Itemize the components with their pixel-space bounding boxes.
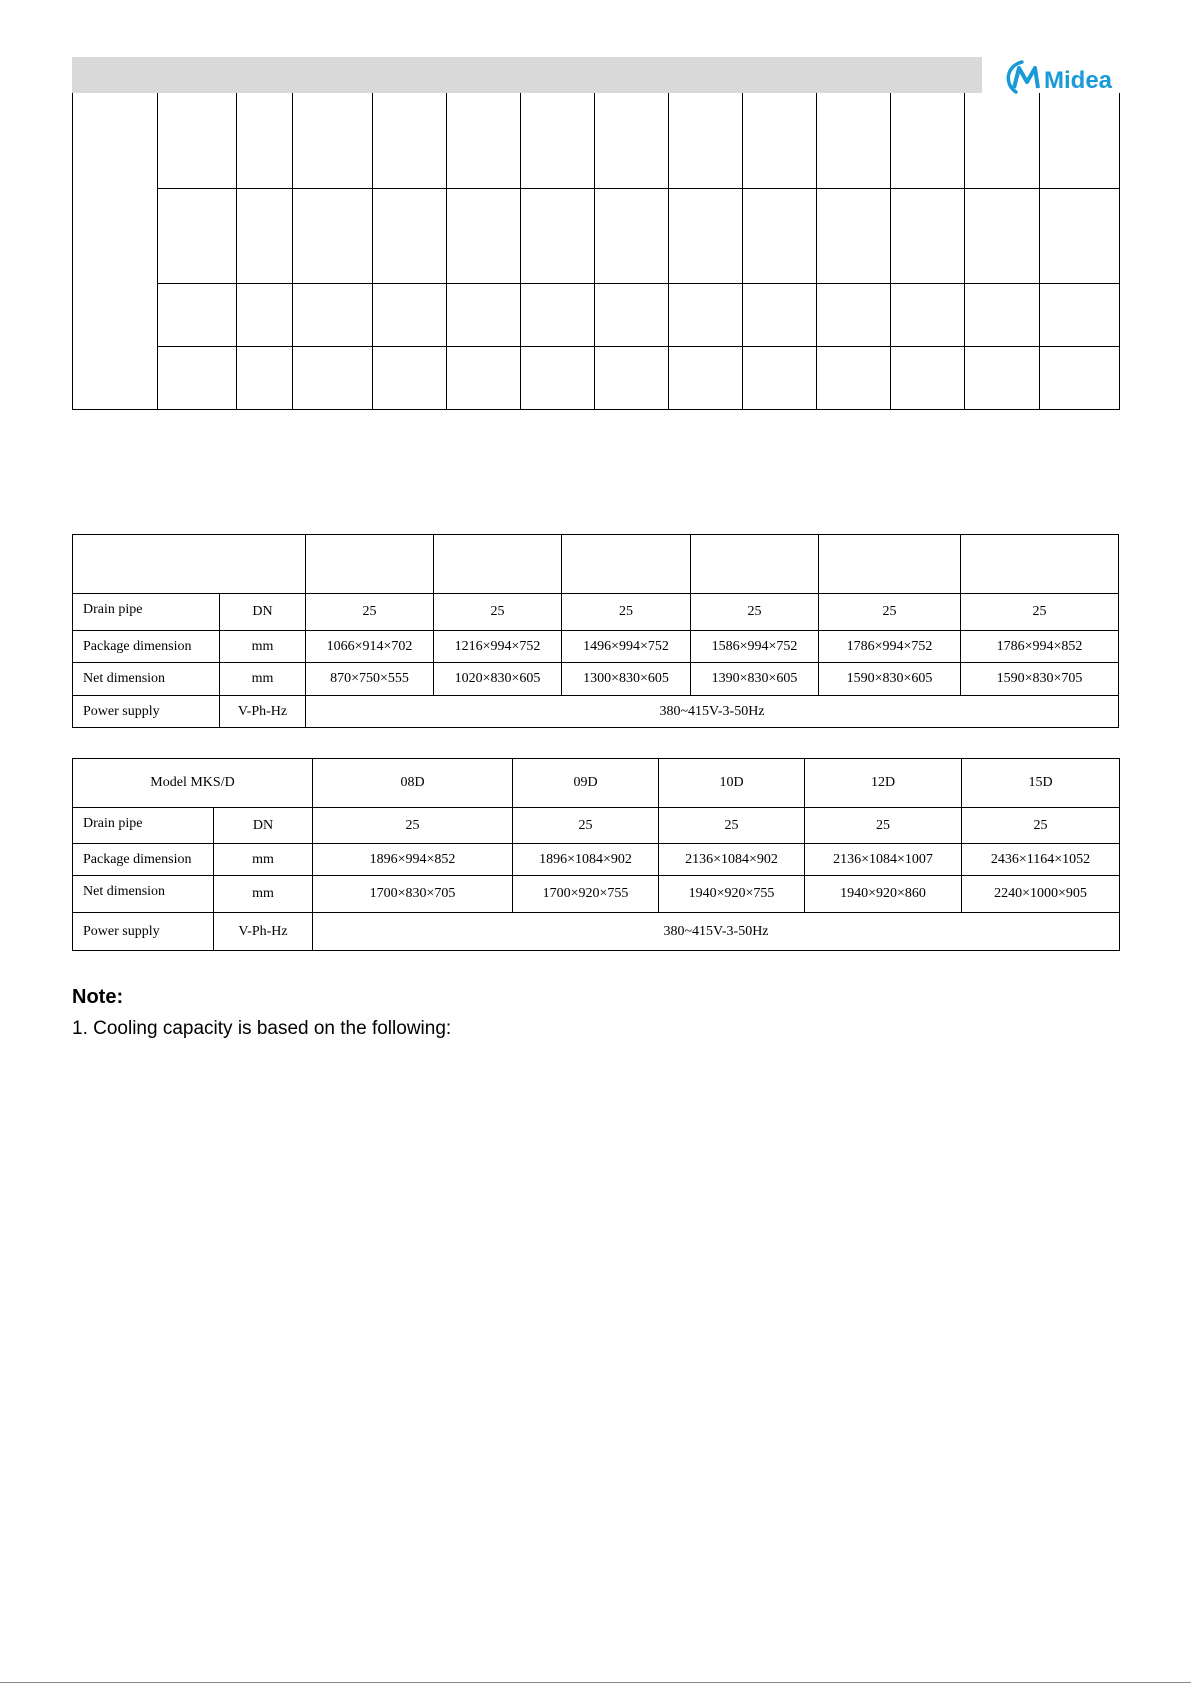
- row-unit: DN: [220, 594, 306, 631]
- model-header: 12D: [805, 759, 962, 808]
- spec-table-2: [72, 758, 1120, 951]
- model-header: [691, 535, 819, 594]
- row-label: Power supply: [73, 913, 214, 951]
- cell-value: 1586×994×752: [691, 631, 819, 663]
- cell-value: 25: [562, 594, 691, 631]
- cell-value: 1786×994×852: [961, 631, 1119, 663]
- table-fragment: [72, 93, 1120, 410]
- row-unit: mm: [214, 844, 313, 876]
- cell-value: 1020×830×605: [434, 663, 562, 696]
- row-label: Net dimension: [73, 876, 214, 913]
- model-header: 09D: [513, 759, 659, 808]
- power-value: 380~415V-3-50Hz: [306, 696, 1119, 728]
- table-row: [73, 844, 1120, 876]
- table1-header-row: [73, 535, 1119, 594]
- logo-text: Midea: [1044, 67, 1113, 94]
- cell-value: 1216×994×752: [434, 631, 562, 663]
- row-label: Net dimension: [73, 663, 220, 696]
- model-header: [961, 535, 1119, 594]
- cell-value: 25: [434, 594, 562, 631]
- row-unit: V-Ph-Hz: [220, 696, 306, 728]
- cell-value: 25: [962, 808, 1120, 844]
- table-row: [73, 663, 1119, 696]
- cell-value: 25: [313, 808, 513, 844]
- fragment-cell: [73, 93, 158, 409]
- footer-line: [0, 1682, 1191, 1683]
- note-title: Note:: [72, 986, 124, 1008]
- cell-value: 25: [819, 594, 961, 631]
- row-unit: V-Ph-Hz: [214, 913, 313, 951]
- cell-value: 1700×920×755: [513, 876, 659, 913]
- cell-value: 1896×994×852: [313, 844, 513, 876]
- model-header: [562, 535, 691, 594]
- cell-value: 25: [805, 808, 962, 844]
- model-header: 10D: [659, 759, 805, 808]
- cell-value: 1390×830×605: [691, 663, 819, 696]
- row-unit: mm: [220, 663, 306, 696]
- table-row: [73, 876, 1120, 913]
- cell-value: 25: [659, 808, 805, 844]
- row-label: Package dimension: [73, 844, 214, 876]
- table-row: [73, 631, 1119, 663]
- cell-value: 1940×920×860: [805, 876, 962, 913]
- row-label: Power supply: [73, 696, 220, 728]
- model-header: 15D: [962, 759, 1120, 808]
- model-header: [306, 535, 434, 594]
- cell-value: 2240×1000×905: [962, 876, 1120, 913]
- cell-value: 2136×1084×902: [659, 844, 805, 876]
- row-unit: mm: [220, 631, 306, 663]
- table1-corner: [73, 535, 306, 594]
- model-header: [819, 535, 961, 594]
- cell-value: 25: [513, 808, 659, 844]
- spec-table-1: [72, 534, 1119, 728]
- row-unit: DN: [214, 808, 313, 844]
- table-row: [73, 808, 1120, 844]
- cell-value: 1066×914×702: [306, 631, 434, 663]
- cell-value: 870×750×555: [306, 663, 434, 696]
- row-label: Drain pipe: [73, 808, 214, 844]
- header-bar: [72, 57, 982, 93]
- table2-header-row: [73, 759, 1120, 808]
- row-label: Drain pipe: [73, 594, 220, 631]
- cell-value: 2136×1084×1007: [805, 844, 962, 876]
- table-row: [73, 913, 1120, 951]
- power-value: 380~415V-3-50Hz: [313, 913, 1120, 951]
- cell-value: 1590×830×705: [961, 663, 1119, 696]
- cell-value: 2436×1164×1052: [962, 844, 1120, 876]
- cell-value: 25: [961, 594, 1119, 631]
- note-line: 1. Cooling capacity is based on the following:: [72, 1018, 452, 1039]
- cell-value: 1300×830×605: [562, 663, 691, 696]
- row-label: Package dimension: [73, 631, 220, 663]
- model-label: Model MKS/D: [73, 759, 313, 808]
- cell-value: 1786×994×752: [819, 631, 961, 663]
- cell-value: 1896×1084×902: [513, 844, 659, 876]
- cell-value: 1940×920×755: [659, 876, 805, 913]
- cell-value: 25: [691, 594, 819, 631]
- row-unit: mm: [214, 876, 313, 913]
- model-header: 08D: [313, 759, 513, 808]
- cell-value: 1590×830×605: [819, 663, 961, 696]
- table-row: [73, 696, 1119, 728]
- cell-value: 25: [306, 594, 434, 631]
- table-row: [73, 594, 1119, 631]
- cell-value: 1496×994×752: [562, 631, 691, 663]
- model-header: [434, 535, 562, 594]
- cell-value: 1700×830×705: [313, 876, 513, 913]
